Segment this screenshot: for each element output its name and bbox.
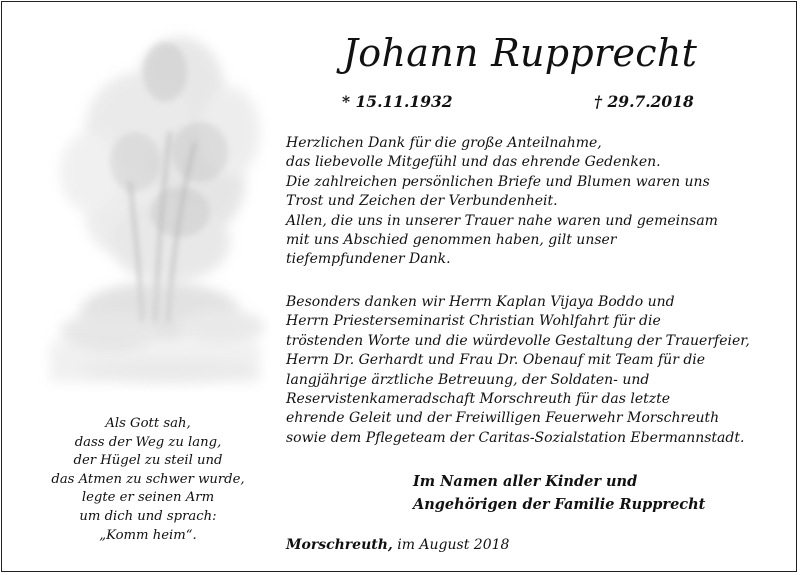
watercolor-trees-icon	[30, 12, 270, 412]
signature-line: Im Namen aller Kinder und	[413, 473, 638, 490]
poem-line: legte er seinen Arm	[81, 490, 215, 506]
text-line: sowie dem Pflegeteam der Caritas-Sozialstation Ebermannstadt.	[286, 429, 745, 446]
text-line: Die zahlreichen persönlichen Briefe und Blumen waren uns	[286, 173, 710, 190]
text-line: tröstenden Worte und die würdevolle Gestaltung der Trauerfeier,	[286, 332, 750, 349]
text-line: Trost und Zeichen der Verbundenheit.	[286, 193, 558, 210]
poem	[20, 415, 276, 545]
text-line: Reservistenkameradschaft Morschreuth für das letzte	[286, 391, 671, 408]
place: Morschreuth,	[286, 537, 393, 553]
poem-line: um dich und sprach:	[79, 508, 217, 524]
poem-line: der Hügel zu steil und	[73, 453, 223, 469]
birth-date: * 15.11.1932	[342, 92, 453, 111]
signature-line: Angehörigen der Familie Rupprecht	[413, 496, 706, 513]
deceased-name: Johann Rupprecht	[342, 31, 698, 75]
family-signature	[413, 470, 705, 516]
place-and-date	[286, 535, 509, 555]
poem-line: „Komm heim“.	[99, 527, 197, 543]
thanks-paragraph	[286, 134, 786, 270]
poem-line: Als Gott sah,	[105, 416, 191, 431]
text-line: langjährige ärztliche Betreuung, der Soldaten- und	[286, 371, 650, 388]
poem-line: dass der Weg zu lang,	[74, 434, 222, 450]
text-line: Herzlichen Dank für die große Anteilnahme,	[286, 135, 602, 151]
text-line: Herrn Priesterseminarist Christian Wohlfahrt für die	[286, 313, 661, 330]
text-line: Allen, die uns in unserer Trauer nahe waren und gemeinsam	[286, 212, 718, 229]
poem-line: das Atmen zu schwer wurde,	[51, 471, 245, 487]
date: im August 2018	[392, 537, 510, 553]
text-line: mit uns Abschied genommen haben, gilt unser	[286, 232, 617, 249]
text-line: das liebevolle Mitgefühl und das ehrende Gedenken.	[286, 154, 661, 171]
death-date: † 29.7.2018	[594, 92, 694, 111]
special-thanks-paragraph	[286, 293, 786, 448]
text-line: Herrn Dr. Gerhardt und Frau Dr. Obenauf mit Team für die	[286, 352, 706, 369]
text-line: ehrende Geleit und der Freiwilligen Feuerwehr Morschreuth	[286, 410, 720, 427]
text-line: tiefempfundener Dank.	[286, 251, 451, 268]
text-line: Besonders danken wir Herrn Kaplan Vijaya Boddo und	[286, 294, 675, 310]
